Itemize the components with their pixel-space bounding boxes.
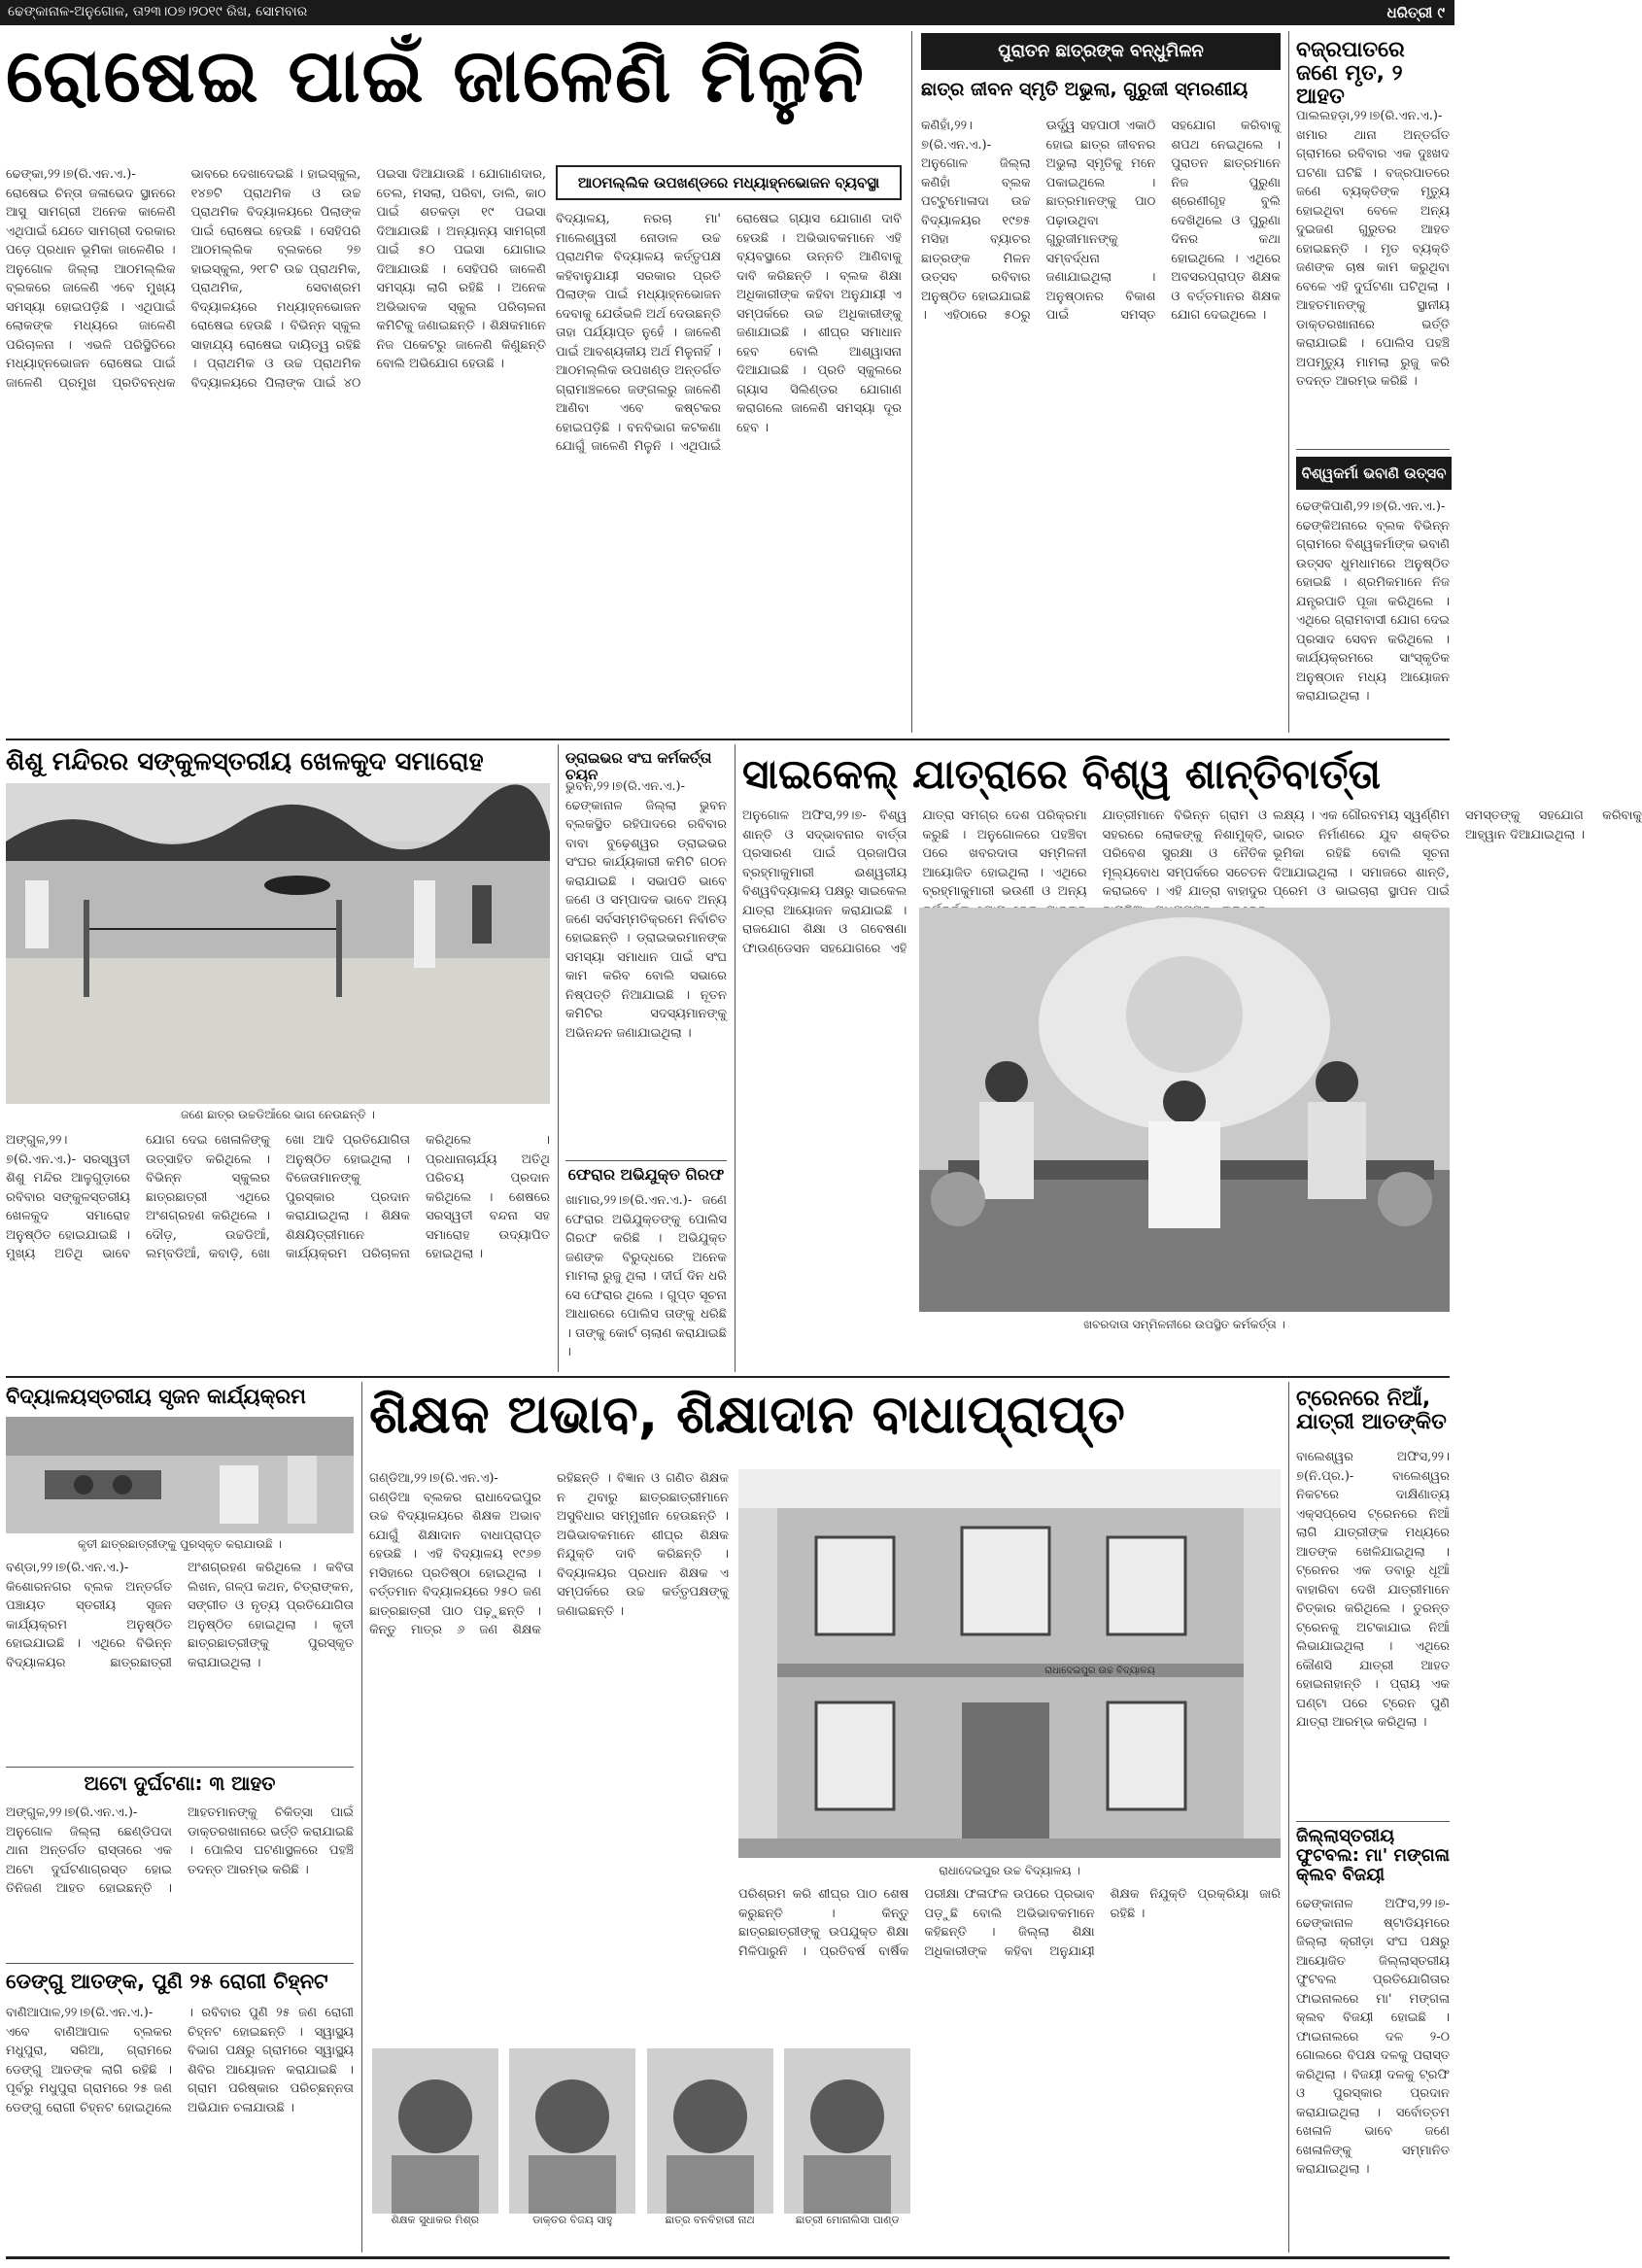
sports-photo-caption: ଜଣେ ଛାତ୍ର ଉଚ୍ଚଡିଆଁରେ ଭାଗ ନେଉଛନ୍ତି ।: [181, 1108, 375, 1121]
divider-auto: [6, 1963, 354, 1964]
divider-school: [6, 1767, 354, 1768]
portrait: [644, 2048, 776, 2252]
reunion-headline: ଛାତ୍ର ଜୀବନ ସ୍ମୃତି ଅଭୁଲା, ଗୁରୁଜୀ ସ୍ମରଣୀୟ: [921, 79, 1249, 100]
cycle-headline: ସାଇକେଲ୍ ଯାତ୍ରାରେ ବିଶ୍ୱ ଶାନ୍ତିବାର୍ତ୍ତା: [742, 750, 1381, 798]
school-event-photo-caption: କୃତୀ ଛାତ୍ରଛାତ୍ରୀଙ୍କୁ ପୁରସ୍କୃତ କରାଯାଉଛି ।: [78, 1537, 282, 1551]
divider-lightning: [1296, 449, 1450, 450]
divider-row-1: [6, 739, 1450, 740]
cycle-body: ଅନୁଗୋଳ ଅଫିସ,୨୨।୭- ବିଶ୍ୱ ଶାନ୍ତି ଓ ସଦ୍ଭାବନାର ବାର୍ତ୍ତା ପ୍ରସାରଣ ପାଇଁ ପ୍ରଜାପିତା ବ୍ରହ୍ମାକୁମାରୀ ଈଶ୍ୱରୀୟ ବିଶ୍ୱବିଦ୍ୟାଳୟ ପକ୍ଷରୁ ସାଇକେଲ ଯାତ୍ରା ଆୟୋଜନ କରାଯାଇଛି । ରାଜଯୋଗ ଶିକ୍ଷା ଓ ଗବେଷଣା ଫାଉଣ୍ଡେସନ ସହଯୋଗରେ ଏହି ଯାତ୍ରା ସମଗ୍ର ଦେଶ ପରିକ୍ରମା କରୁଛି । ଅନୁଗୋଳରେ ପହଞ୍ଚିବା ପରେ ଖବରଦାତା ସମ୍ମିଳନୀ ଆୟୋଜିତ ହୋଇଥିଲା । ଏଥିରେ ବ୍ରହ୍ମାକୁମାରୀ ଭଉଣୀ ଓ ଅନ୍ୟ ଯାତ୍ରୀମାନେ ବିଭିନ୍ନ ଗ୍ରାମ ଓ ସହରରେ ଲୋକଙ୍କୁ ନିଶାମୁକ୍ତି, ପରିବେଶ ସୁରକ୍ଷା ଓ ନୈତିକ ମୂଲ୍ୟବୋଧ ସମ୍ପର୍କରେ ସଚେତନ କରାଇବେ । ଏହି ଯାତ୍ରା ବାହାଦୁର: [742, 808, 1267, 956]
portrait-caption: ଛାତ୍ରୀ ମୋନାଲିସା ପାଣ୍ଡ: [795, 2214, 900, 2226]
divider-6: [1288, 1382, 1289, 2252]
portrait: [369, 2048, 501, 2252]
cycle-photo-image: [919, 908, 1450, 1312]
reunion-body: କଣିହାଁ,୨୨।୭(ରି.ଏନ.ଏ.)- ଅନୁଗୋଳ ଜିଲ୍ଲା କଣିହାଁ ବ୍ଲକ ପଟ୍ଟୁମୋଳାଦା ଉଚ୍ଚ ବିଦ୍ୟାଳୟର ୧୯୭୫ ମସିହା ବ୍ୟାଚର ଛାତ୍ରଙ୍କ ମିଳନ ଉତ୍ସବ ରବିବାର ଅନୁଷ୍ଠିତ ହୋଇଯାଇଛି । ଏହିଠାରେ ୫୦ରୁ ଊର୍ଦ୍ଧ୍ୱ ସହପାଠୀ ଏକାଠି ହୋଇ ଛାତ୍ର ଜୀବନର ଅଭୁଲା ସ୍ମୃତିକୁ ମନେ ପକାଇଥିଲେ । ଛାତ୍ରମାନଙ୍କୁ ପାଠ ପଢ଼ାଉଥିବା ଗୁରୁଜୀମାନଙ୍କୁ ସମ୍ବର୍ଦ୍ଧନା ଜଣାଯାଇଥିଲା । ଅନୁଷ୍ଠାନର ବିକାଶ ପାଇଁ ସମସ୍ତ ସହଯୋଗ କରିବାକୁ ଶପଥ ନେଇଥିଲେ । ପୁରାତନ ଛାତ୍ରମାନେ ନିଜ ପୁରୁଣା ଶ୍ରେଣୀଗୃହ ବୁଲି ଦେଖିଥିଲେ ଓ ପୁରୁଣା ଦିନର କଥା ହୋଇଥିଲେ । ଏଥିରେ ଅବସରପ୍ରାପ୍ତ ଶିକ୍ଷକ ଓ ବର୍ତ୍ତମାନର ଶିକ୍ଷକ ଯୋଗ ଦେଇଥିଲେ ।: [921, 119, 1281, 323]
school-event-photo-image: [6, 1417, 354, 1533]
vishwakarma-headline: ବିଶ୍ୱକର୍ମା ଭବାଣି ଉତ୍ସବ: [1296, 457, 1452, 490]
driver-headline: ଡ୍ରାଇଭର ସଂଘ କର୍ମକର୍ତ୍ତା ଚୟନ: [565, 749, 712, 783]
cycle-photo: [919, 908, 1450, 1312]
football-headline: ଜିଲ୍ଲାସ୍ତରୀୟ ଫୁଟବଲ: ମା' ମଙ୍ଗଳା କ୍ଲବ ବିଜୟୀ: [1296, 1826, 1450, 1885]
school-event-photo: [6, 1417, 354, 1533]
fraud-headline: ଫେରାର ଅଭିଯୁକ୍ତ ଗିରଫ: [567, 1165, 725, 1184]
teacher-photo-caption: ରାଧାଦେଇପୁର ଉଚ୍ଚ ବିଦ୍ୟାଳୟ ।: [939, 1864, 1080, 1877]
portrait: [782, 2048, 914, 2252]
portrait-image: [647, 2048, 773, 2214]
masthead-left: ଢେଙ୍କାନାଳ-ଅନୁଗୋଳ, ତା୨୩।୦୭।୨୦୧୯ ରିଖ, ସୋମବାର: [8, 4, 308, 19]
auto-headline: ଅଟୋ ଦୁର୍ଘଟଣା: ୩ ଆହତ: [84, 1771, 276, 1795]
portrait-image: [784, 2048, 910, 2214]
sports-body: ଅଙ୍ଗୁଳ,୨୨।୭(ରି.ଏନ.ଏ.)- ସରସ୍ୱତୀ ଶିଶୁ ମନ୍ଦିର ଆଳୁଗୁଡ଼ାରେ ରବିବାର ସଙ୍କୁଳସ୍ତରୀୟ ଖେଳକୁଦ ସମାରୋହ ଅନୁଷ୍ଠିତ ହୋଇଯାଇଛି । ମୁଖ୍ୟ ଅତିଥି ଭାବେ ଯୋଗ ଦେଇ ଖେଳାଳିଙ୍କୁ ଉତ୍ସାହିତ କରିଥିଲେ । ବିଭିନ୍ନ ସ୍କୁଲର ଛାତ୍ରଛାତ୍ରୀ ଏଥିରେ ଅଂଶଗ୍ରହଣ କରିଥିଲେ । ଦୌଡ଼, ଉଚ୍ଚଡିଆଁ, ଲମ୍ବଡିଆଁ, କବାଡ଼ି, ଖୋ ଖୋ ଆଦି ପ୍ରତିଯୋଗିତା ଅନୁଷ୍ଠିତ ହୋଇଥିଲା । ବିଜେତାମାନଙ୍କୁ ପୁରସ୍କାର ପ୍ରଦାନ କରାଯାଇଥିଲା । ଶିକ୍ଷକ ଶିକ୍ଷୟିତ୍ରୀମାନେ କାର୍ଯ୍ୟକ୍ରମ ପରିଚାଳନା କରିଥିଲେ । ପ୍ରଧାନାଚାର୍ଯ୍ୟ ଅତିଥି ପରିଚୟ ପ୍ରଦାନ କରିଥିଲେ । ଶେଷରେ ସରସ୍ୱତୀ ବନ୍ଦନା ସହ ସମାରୋହ ଉଦ୍ୟାପିତ ହୋଇଥିଲା ।: [6, 1133, 550, 1261]
portrait: [507, 2048, 639, 2252]
divider-train: [1296, 1821, 1450, 1822]
divider-5: [361, 1382, 362, 2252]
teacher-headline: ଶିକ୍ଷକ ଅଭାବ, ଶିକ୍ଷାଦାନ ବାଧାପ୍ରାପ୍ତ: [369, 1384, 1125, 1445]
dengue-body: ବାଣିଆପାଳ,୨୨।୭(ରି.ଏନ.ଏ.)- ଏବେ ବାଣିଆପାଳ ବ୍ଲକର ମଧୁପୁରା, ସରିଆ, ଗ୍ରାମରେ ଡେଙ୍ଗୁ ଆତଙ୍କ ଲାଗି ରହିଛି । ପୂର୍ବରୁ ମଧୁପୁରା ଗ୍ରାମରେ ୨୫ ଜଣ ଡେଙ୍ଗୁ ରୋଗୀ ଚିହ୍ନଟ ହୋଇଥିଲେ । ରବିବାର ପୁଣି ୨୫ ଜଣ ରୋଗୀ ଚିହ୍ନଟ ହୋଇଛନ୍ତି । ସ୍ୱାସ୍ଥ୍ୟ ବିଭାଗ ପକ୍ଷରୁ ଗ୍ରାମରେ ସ୍ୱାସ୍ଥ୍ୟ ଶିବିର ଆୟୋଜନ କରାଯାଇଛି । ଗ୍ରାମ ପରିଷ୍କାର ପରିଚ୍ଛନ୍ନତା ଅଭିଯାନ ଚଳାଯାଉଛି ।: [6, 2006, 354, 2115]
train-body: ବାଲେଶ୍ୱର ଅଫିସ,୨୨।୭(ନି.ପ୍ର.)- ବାଲେଶ୍ୱର ନିକଟରେ ଦାକ୍ଷିଣାତ୍ୟ ଏକ୍ସପ୍ରେସ ଟ୍ରେନରେ ନିଆଁ ଲାଗି ଯାତ୍ରୀଙ୍କ ମଧ୍ୟରେ ଆତଙ୍କ ଖେଳିଯାଇଥିଲା । ଟ୍ରେନର ଏକ ଡବାରୁ ଧୂଆଁ ବାହାରିବା ଦେଖି ଯାତ୍ରୀମାନେ ଚିତ୍କାର କରିଥିଲେ । ତୁରନ୍ତ ଟ୍ରେନକୁ ଅଟକାଯାଇ ନିଆଁ ଲିଭାଯାଇଥିଲା । ଏଥିରେ କୌଣସି ଯାତ୍ରୀ ଆହତ ହୋଇନାହାନ୍ତି । ପ୍ରାୟ ଏକ ଘଣ୍ଟା ପରେ ଟ୍ରେନ ପୁଣି ଯାତ୍ରା ଆରମ୍ଭ କରିଥିଲା ।: [1296, 1450, 1450, 1730]
portrait-strip: [369, 2048, 913, 2252]
portrait-caption: ଡାକ୍ତର ବିଜୟ ସାହୁ: [532, 2214, 613, 2226]
divider-3: [558, 744, 559, 1372]
divider-driver: [565, 1160, 727, 1161]
lead-subhead: ଆଠମଲ୍ଲିକ ଉପଖଣ୍ଡରେ ମଧ୍ୟାହ୍ନଭୋଜନ ବ୍ୟବସ୍ଥା: [556, 165, 902, 200]
lightning-headline: ବଜ୍ରପାତରେ ଜଣେ ମୃତ, ୨ ଆହତ: [1296, 38, 1405, 110]
cycle-photo-caption: ଖବରଦାତା ସମ୍ମିଳନୀରେ ଉପସ୍ଥିତ କର୍ମକର୍ତ୍ତା ।: [1083, 1318, 1285, 1331]
teacher-photo: [738, 1469, 1281, 1858]
portrait-image: [509, 2048, 635, 2214]
portrait-image: [372, 2048, 498, 2214]
divider-1: [911, 31, 912, 733]
teacher-sign: ରାଧାଦେଇପୁର ଉଚ୍ଚ ବିଦ୍ୟାଳୟ: [1044, 1666, 1155, 1676]
lightning-body: ପାଲଲହଡ଼ା,୨୨।୭(ରି.ଏନ.ଏ.)- ଖମାର ଥାନା ଅନ୍ତର୍ଗତ ଗ୍ରାମରେ ରବିବାର ଏକ ଦୁଃଖଦ ଘଟଣା ଘଟିଛି । ବଜ୍ରପାତରେ ଜଣେ ବ୍ୟକ୍ତିଙ୍କ ମୃତ୍ୟୁ ହୋଇଥିବା ବେଳେ ଅନ୍ୟ ଦୁଇଜଣ ଗୁରୁତର ଆହତ ହୋଇଛନ୍ତି । ମୃତ ବ୍ୟକ୍ତି ଜଣଙ୍କ ଚାଷ କାମ କରୁଥିବା ବେଳେ ଏହି ଦୁର୍ଘଟଣା ଘଟିଥିଲା । ଆହତମାନଙ୍କୁ ସ୍ଥାନୀୟ ଡାକ୍ତରଖାନାରେ ଭର୍ତ୍ତି କରାଯାଇଛି । ପୋଲିସ ପହଞ୍ଚି ଅପମୃତ୍ୟୁ ମାମଲା ରୁଜୁ କରି ତଦନ୍ତ ଆରମ୍ଭ କରିଛି ।: [1296, 109, 1450, 389]
lead-body-2: ବିଦ୍ୟାଳୟ, ନରଚା ମା' ମାଲେଶ୍ୱରୀ ନୋଡାଳ ଉଚ୍ଚ ପ୍ରାଥମିକ ବିଦ୍ୟାଳୟ କର୍ତ୍ତୃପକ୍ଷ କହିବାନୁଯାୟୀ ସରକାର ପ୍ରତି ପିଲାଙ୍କ ପାଇଁ ମଧ୍ୟାହ୍ନଭୋଜନ ଦେବାକୁ ଯେଉଁଭଳି ଅର୍ଥ ଦେଉଛନ୍ତି ତାହା ପର୍ଯ୍ୟାପ୍ତ ନୁହେଁ । ଜାଳେଣି ପାଇଁ ଆବଶ୍ୟକୀୟ ଅର୍ଥ ମିଳୁନାହିଁ । ଆଠମଲ୍ଲିକ ଉପଖଣ୍ଡ ଅନ୍ତର୍ଗତ ଗ୍ରାମାଞ୍ଚଳରେ ଜଙ୍ଗଲରୁ ଜାଳେଣି ଆଣିବା ଏବେ କଷ୍ଟକର ହୋଇପଡ଼ିଛି । ବନବିଭାଗ କଟକଣା ଯୋଗୁଁ ଜାଳେଣି ମିଳୁନି । ଏଥିପାଇଁ ରୋଷେଇ ଗ୍ୟାସ ଯୋଗାଣ ଦାବି ହେଉଛି । ଅଭିଭାବକମାନେ ଏହି ବ୍ୟବସ୍ଥାରେ ଉନ୍ନତି ଆଣିବାକୁ ଦାବି କରିଛନ୍ତି । ବ୍ଲକ ଶିକ୍ଷା ଅଧିକାରୀଙ୍କ କହିବା ଅନୁଯାୟୀ ଏ ସମ୍ପର୍କରେ ଉଚ୍ଚ ଅଧିକାରୀଙ୍କୁ ଜଣାଯାଇଛି । ଶୀଘ୍ର ସମାଧାନ ହେବ ବୋଲି ଆଶ୍ୱାସନା ଦିଆଯାଇଛି । ପ୍ରତି ସ୍କୁଲରେ ଗ୍ୟାସ ସିଲିଣ୍ଡର ଯୋଗାଣ କରାଗଲେ ଜାଳେଣି ସମସ୍ୟା ଦୂର ହେବ ।: [556, 212, 902, 454]
sports-photo: [6, 783, 550, 1104]
teacher-body: ଗଣ୍ଡିଆ,୨୨।୭(ରି.ଏନ.ଏ)- ଗଣ୍ଡିଆ ବ୍ଲକର ରାଧାଦେଇପୁର ଉଚ୍ଚ ବିଦ୍ୟାଳୟରେ ଶିକ୍ଷକ ଅଭାବ ଯୋଗୁଁ ଶିକ୍ଷାଦାନ ବାଧାପ୍ରାପ୍ତ ହେଉଛି । ଏହି ବିଦ୍ୟାଳୟ ୧୯୬୭ ମସିହାରେ ପ୍ରତିଷ୍ଠା ହୋଇଥିଲା । ବର୍ତ୍ତମାନ ବିଦ୍ୟାଳୟରେ ୨୫୦ ଜଣ ଛାତ୍ରଛାତ୍ରୀ ପାଠ ପଢ଼ୁଛନ୍ତି । କିନ୍ତୁ ମାତ୍ର ୬ ଜଣ ଶିକ୍ଷକ ରହିଛନ୍ତି । ବିଜ୍ଞାନ ଓ ଗଣିତ ଶିକ୍ଷକ ନ ଥିବାରୁ ଛାତ୍ରଛାତ୍ରୀମାନେ ଅସୁବିଧାର ସମ୍ମୁଖୀନ ହେଉଛନ୍ତି । ଅଭିଭାବକମାନେ ଶୀଘ୍ର ଶିକ୍ଷକ ନିଯୁକ୍ତି ଦାବି କରିଛନ୍ତି । ବିଦ୍ୟାଳୟର ପ୍ରଧାନ ଶିକ୍ଷକ ଏ ସମ୍ପର୍କରେ ଉଚ୍ଚ କର୍ତ୍ତୃପକ୍ଷଙ୍କୁ ଜଣାଇଛନ୍ତି ।: [369, 1471, 729, 1637]
train-headline: ଟ୍ରେନରେ ନିଆଁ, ଯାତ୍ରୀ ଆତଙ୍କିତ: [1296, 1387, 1447, 1435]
school-event-body: ବଣ୍ଡା,୨୨।୭(ରି.ଏନ.ଏ.)- କିଶୋରନଗର ବ୍ଲକ ଅନ୍ତର୍ଗତ ପଞ୍ଚାୟତ ସ୍ତରୀୟ ସୃଜନ କାର୍ଯ୍ୟକ୍ରମ ଅନୁଷ୍ଠିତ ହୋଇଯାଇଛି । ଏଥିରେ ବିଭିନ୍ନ ବିଦ୍ୟାଳୟର ଛାତ୍ରଛାତ୍ରୀ ଅଂଶଗ୍ରହଣ କରିଥିଲେ । କବିତା ଲିଖନ, ଗଳ୍ପ କଥନ, ଚିତ୍ରାଙ୍କନ, ସଙ୍ଗୀତ ଓ ନୃତ୍ୟ ପ୍ରତିଯୋଗିତା ଅନୁଷ୍ଠିତ ହୋଇଥିଲା । କୃତୀ ଛାତ୍ରଛାତ୍ରୀଙ୍କୁ ପୁରସ୍କୃତ କରାଯାଇଥିଲା ।: [6, 1561, 354, 1670]
lead-headline: ରୋଷେଇ ପାଇଁ ଜାଳେଣି ମିଳୁନି: [6, 32, 867, 119]
vishwakarma-body: ଢେଙ୍କିପାଣି,୨୨।୭(ରି.ଏନ.ଏ.)- ଢେଙ୍କିଅନାରେ ବ୍ଲକ ବିଭିନ୍ନ ଗ୍ରାମରେ ବିଶ୍ୱକର୍ମାଙ୍କ ଭବାଣି ଉତ୍ସବ ଧୁମଧାମରେ ଅନୁଷ୍ଠିତ ହୋଇଛି । ଶ୍ରମିକମାନେ ନିଜ ଯନ୍ତ୍ରପାତି ପୂଜା କରିଥିଲେ । ଏଥିରେ ଗ୍ରାମବାସୀ ଯୋଗ ଦେଇ ପ୍ରସାଦ ସେବନ କରିଥିଲେ । କାର୍ଯ୍ୟକ୍ରମରେ ସାଂସ୍କୃତିକ ଅନୁଷ୍ଠାନ ମଧ୍ୟ ଆୟୋଜନ କରାଯାଇଥିଲା ।: [1296, 499, 1450, 704]
cycle-body-2: ଲକ୍ଷ୍ୟ । ଏକ ଗୌରବମୟ ସ୍ୱର୍ଣ୍ଣିମ ଭାରତ ନିର୍ମାଣରେ ଯୁବ ଶକ୍ତିର ଭୂମିକା ରହିଛି ବୋଲି ସୂଚନା ଦିଆଯାଇଥିଲା । ସମାଜରେ ଶାନ୍ତି, ପ୍ରେମ ଓ ଭାଇଚାରା ସ୍ଥାପନ ପାଇଁ ସମସ୍ତଙ୍କୁ ସହଯୋଗ କରିବାକୁ ଆହ୍ୱାନ ଦିଆଯାଇଥିଲା ।: [1273, 808, 1642, 899]
auto-body: ଅଙ୍ଗୁଳ,୨୨।୭(ରି.ଏନ.ଏ.)- ଅନୁଗୋଳ ଜିଲ୍ଲା ଛେଣ୍ଡିପଦା ଥାନା ଅନ୍ତର୍ଗତ ରାସ୍ତାରେ ଏକ ଅଟୋ ଦୁର୍ଘଟଣାଗ୍ରସ୍ତ ହୋଇ ତିନିଜଣ ଆହତ ହୋଇଛନ୍ତି । ଆହତମାନଙ୍କୁ ଚିକିତ୍ସା ପାଇଁ ଡାକ୍ତରଖାନାରେ ଭର୍ତ୍ତି କରାଯାଇଛି । ପୋଲିସ ଘଟଣାସ୍ଥଳରେ ପହଞ୍ଚି ତଦନ୍ତ ଆରମ୍ଭ କରିଛି ।: [6, 1805, 354, 1896]
divider-row-2: [6, 1376, 1450, 1378]
sports-headline: ଶିଶୁ ମନ୍ଦିରର ସଙ୍କୁଳସ୍ତରୀୟ ଖେଳକୁଦ ସମାରୋହ: [6, 747, 484, 776]
teacher-body-2: ପରିଶ୍ରମ କରି ଶୀଘ୍ର ପାଠ ଶେଷ କରୁଛନ୍ତି । କିନ୍ତୁ ଛାତ୍ରଛାତ୍ରୀଙ୍କୁ ଉପଯୁକ୍ତ ଶିକ୍ଷା ମିଳିପାରୁନି । ପ୍ରତିବର୍ଷ ବାର୍ଷିକ ପରୀକ୍ଷା ଫଳାଫଳ ଉପରେ ପ୍ରଭାବ ପଡ଼ୁଛି ବୋଲି ଅଭିଭାବକମାନେ କହିଛନ୍ତି । ଜିଲ୍ଲା ଶିକ୍ଷା ଅଧିକାରୀଙ୍କ କହିବା ଅନୁଯାୟୀ ଶିକ୍ଷକ ନିଯୁକ୍ତି ପ୍ରକ୍ରିୟା ଜାରି ରହିଛି ।: [738, 1887, 1281, 1959]
page-bottom-rule: [6, 2256, 1450, 2259]
sports-photo-image: [6, 783, 550, 1104]
portrait-caption: ଛାତ୍ର ବନବିହାରୀ ନାଥ: [665, 2214, 755, 2226]
portrait-caption: ଶିକ୍ଷକ ସୁଧାକର ମିଶ୍ର: [391, 2214, 480, 2226]
fraud-body: ଖାମାର,୨୨।୭(ରି.ଏନ.ଏ.)- ଜଣେ ଫେରାର ଅଭିଯୁକ୍ତଙ୍କୁ ପୋଲିସ ଗିରଫ କରିଛି । ଅଭିଯୁକ୍ତ ଜଣଙ୍କ ବିରୁଦ୍ଧରେ ଅନେକ ମାମଲା ରୁଜୁ ଥିଲା । ଦୀର୍ଘ ଦିନ ଧରି ସେ ଫେରାର ଥିଲେ । ଗୁପ୍ତ ସୂଚନା ଆଧାରରେ ପୋଲିସ ତାଙ୍କୁ ଧରିଛି । ତାଙ୍କୁ କୋର୍ଟ ଚାଲାଣ କରାଯାଇଛି ।: [565, 1193, 727, 1359]
lead-body: ଢେଙ୍କା,୨୨।୭(ରି.ଏନ.ଏ.)- ରୋଷେଇ ଚିନ୍ତା ଜଳାଭେଦ ସ୍ଥାନରେ ଆସୁ ସାମଗ୍ରୀ ଅନେକ କାଳେଣି ଏଥିପାଇଁ ଯେତେ ସାମଗ୍ରୀ ଦରକାର ପଡ଼େ ପ୍ରଧାନ ଭୂମିକା ଜାଳେଣିର । ଅନୁଗୋଳ ଜିଲ୍ଲା ଆଠମଲ୍ଲିକ ବ୍ଲକରେ ଜାଳେଣି ଏବେ ମୁଖ୍ୟ ସମସ୍ୟା ହୋଇପଡ଼ିଛି । ଏଥିପାଇଁ ଲୋକଙ୍କ ମଧ୍ୟରେ ଜାଳେଣି ପରିଚାଳନା । ଏଭଳି ପରିସ୍ଥିତିରେ ମଧ୍ୟାହ୍ନଭୋଜନ ରୋଷେଇ ପାଇଁ ଜାଳେଣି ପ୍ରମୁଖ ପ୍ରତିବନ୍ଧକ ଭାବରେ ଦେଖାଦେଇଛି । ହାଇସ୍କୁଲ, ୧୪୭ଟି ପ୍ରାଥମିକ ଓ ଉଚ୍ଚ ପ୍ରାଥମିକ ବିଦ୍ୟାଳୟରେ ପିଲାଙ୍କ ପାଇଁ ରୋଷେଇ ହେଉଛି । ସେହିପରି ଆଠମଲ୍ଲିକ ବ୍ଲକରେ ୨୭ ହାଇସ୍କୁଲ, ୨୧୮ଟି ଉଚ୍ଚ ପ୍ରାଥମିକ, ପ୍ରାଥମିକ, ସେବାଶ୍ରମ ବିଦ୍ୟାଳୟରେ ମଧ୍ୟାହ୍ନଭୋଜନ ରୋଷେଇ ହେଉଛି । ବିଭିନ୍ନ ସ୍କୁଲ ସାହାଯ୍ୟ ରୋଷେଇ ଦାୟିତ୍ୱ ରହିଛି । ପ୍ରାଥମିକ ଓ ଉଚ୍ଚ ପ୍ରାଥମିକ ବିଦ୍ୟାଳୟରେ ପିଲାଙ୍କ ପାଇଁ ୪୦ ପଇସା ଦିଆଯାଉଛି । ଯୋଗାଣଦାର, ତେଲ, ମସଲା, ପରିବା, ଡାଲି, କାଠ ପାଇଁ ଶତକଡ଼ା ୧୯ ପଇସା ଦିଆଯାଉଛି । ଅନ୍ୟାନ୍ୟ ସାମଗ୍ରୀ ପାଇଁ ୫୦ ପଇସା ଯୋଗାଇ ଦିଆଯାଉଛି । ସେହିପରି ଜାଳେଣି ସମସ୍ୟା ଲାଗି ରହିଛି । ଅନେକ ଅଭିଭାବକ ସ୍କୁଲ ପରିଚାଳନା କମିଟିକୁ ଜଣାଇଛନ୍ତି । ଶିକ୍ଷକମାନେ ନିଜ ପକେଟରୁ ଜାଳେଣି କିଣୁଛନ୍ତି ବୋଲି ଅଭିଯୋଗ ହେଉଛି ।: [6, 167, 546, 391]
divider-2: [1288, 31, 1289, 733]
driver-body: ଭୁବନ,୨୨।୭(ରି.ଏନ.ଏ.)- ଢେଙ୍କାନାଳ ଜିଲ୍ଲା ଭୁବନ ବ୍ଲକସ୍ଥିତ ରହିପାଦରେ ରବିବାର ବାବା ବୁଢ଼େଶ୍ୱର ଡ୍ରାଇଭର ସଂଘର କାର୍ଯ୍ୟକାରୀ କମିଟି ଗଠନ କରାଯାଇଛି । ସଭାପତି ଭାବେ ଜଣେ ଓ ସମ୍ପାଦକ ଭାବେ ଅନ୍ୟ ଜଣେ ସର୍ବସମ୍ମତିକ୍ରମେ ନିର୍ବାଚିତ ହୋଇଛନ୍ତି । ଡ୍ରାଇଭରମାନଙ୍କ ସମସ୍ୟା ସମାଧାନ ପାଇଁ ସଂଘ କାମ କରିବ ବୋଲି ସଭାରେ ନିଷ୍ପତ୍ତି ନିଆଯାଇଛି । ନୂତନ କମିଟିର ସଦସ୍ୟମାନଙ୍କୁ ଅଭିନନ୍ଦନ ଜଣାଯାଇଥିଲା ।: [565, 779, 727, 1041]
school-event-headline: ବିଦ୍ୟାଳୟସ୍ତରୀୟ ସୃଜନ କାର୍ଯ୍ୟକ୍ରମ: [6, 1385, 306, 1408]
dengue-headline: ଡେଙ୍ଗୁ ଆତଙ୍କ, ପୁଣି ୨୫ ରୋଗୀ ଚିହ୍ନଟ: [6, 1970, 328, 1993]
reunion-kicker: ପୁରାତନ ଛାତ୍ରଙ୍କ ବନ୍ଧୁମିଳନ: [921, 33, 1281, 70]
football-body: ଢେଙ୍କାନାଳ ଅଫିସ,୨୨।୭- ଢେଙ୍କାନାଳ ଷ୍ଟାଡିୟମରେ ଜିଲ୍ଲା କ୍ରୀଡ଼ା ସଂଘ ପକ୍ଷରୁ ଆୟୋଜିତ ଜିଲ୍ଲାସ୍ତରୀୟ ଫୁଟବଲ ପ୍ରତିଯୋଗିତାର ଫାଇନାଲରେ ମା' ମଙ୍ଗଳା କ୍ଲବ ବିଜୟୀ ହୋଇଛି । ଫାଇନାଲରେ ଦଳ ୨-୦ ଗୋଲରେ ବିପକ୍ଷ ଦଳକୁ ପରାସ୍ତ କରିଥିଲା । ବିଜୟୀ ଦଳକୁ ଟ୍ରଫି ଓ ପୁରସ୍କାର ପ୍ରଦାନ କରାଯାଇଥିଲା । ସର୍ବୋତ୍ତମ ଖେଳାଳି ଭାବେ ଜଣେ ଖେଳାଳିଙ୍କୁ ସମ୍ମାନିତ କରାଯାଇଥିଲା ।: [1296, 1897, 1450, 2177]
teacher-photo-image: [738, 1469, 1281, 1858]
masthead-right: ଧରିତ୍ରୀ ୯: [1386, 4, 1445, 21]
